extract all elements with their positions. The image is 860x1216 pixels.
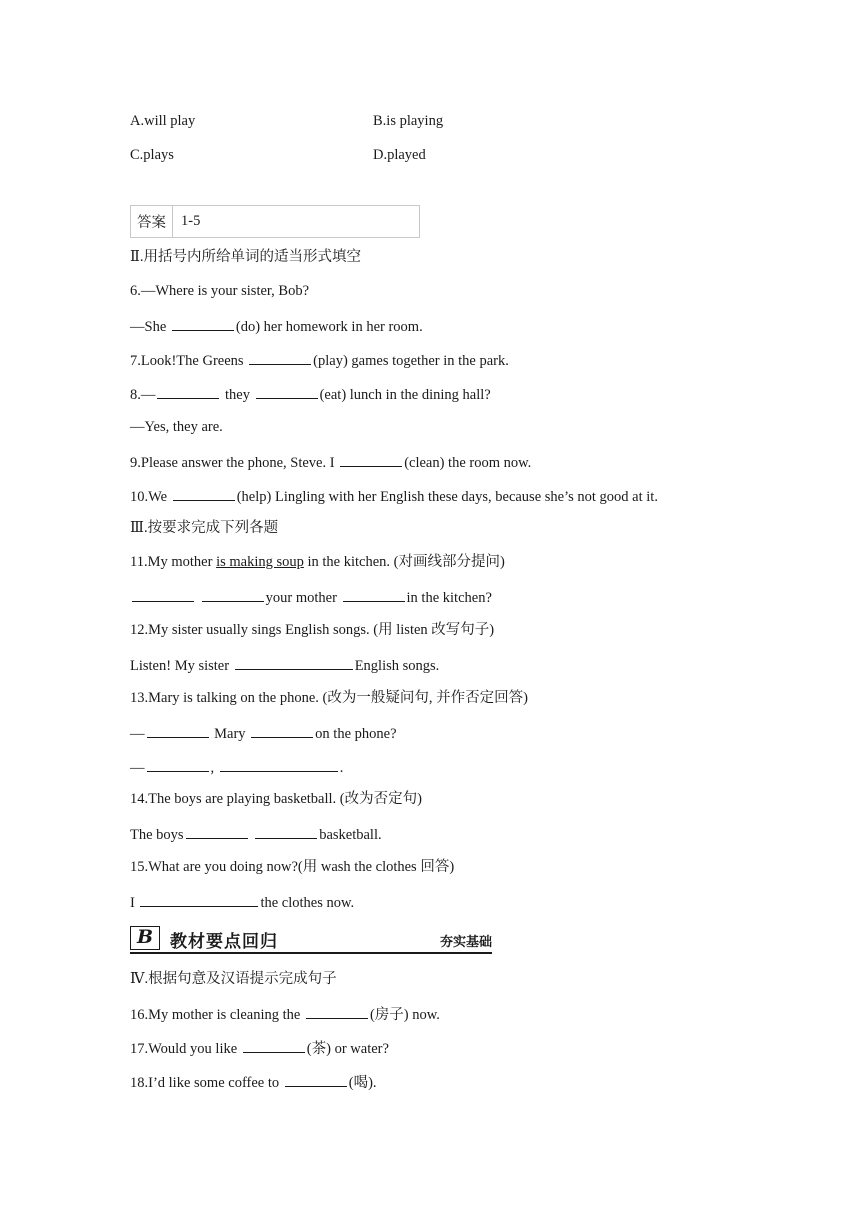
- blank[interactable]: [132, 587, 194, 602]
- question-13: 13.Mary is talking on the phone. (改为一般疑问句, 并作否定回答): [130, 690, 528, 706]
- answer-13-reply: — , .: [130, 757, 343, 777]
- question-12: 12.My sister usually sings English songs. (用 listen 改写句子): [130, 622, 495, 638]
- section-4-heading: Ⅳ.根据句意及汉语提示完成句子: [130, 971, 337, 987]
- blank[interactable]: [140, 892, 258, 907]
- question-17: 17.Would you like (茶) or water?: [130, 1038, 389, 1058]
- blank[interactable]: [172, 316, 234, 331]
- question-9: 9.Please answer the phone, Steve. I (clean) the room now.: [130, 452, 531, 472]
- blank[interactable]: [220, 757, 338, 772]
- answer-box: [130, 205, 420, 238]
- question-8: 8.— they (eat) lunch in the dining hall?: [130, 384, 491, 404]
- question-6: 6.—Where is your sister, Bob?: [130, 283, 310, 299]
- blank[interactable]: [285, 1072, 347, 1087]
- option-b: B.is playing: [373, 113, 444, 129]
- blank[interactable]: [340, 452, 402, 467]
- section-b-badge-icon: B: [130, 926, 160, 950]
- blank[interactable]: [186, 824, 248, 839]
- banner-rule: [130, 952, 492, 954]
- answer-13-question: — Mary on the phone?: [130, 723, 397, 743]
- answer-6: —She (do) her homework in her room.: [130, 316, 423, 336]
- answer-14: The boys basketball.: [130, 824, 382, 844]
- answer-value: 1-5: [181, 213, 201, 229]
- question-10: 10.We (help) Lingling with her English these days, because she’s not good at it.: [130, 486, 658, 506]
- underlined-phrase: is making soup: [216, 554, 304, 570]
- blank[interactable]: [249, 350, 311, 365]
- blank[interactable]: [147, 757, 209, 772]
- section-2-heading: Ⅱ.用括号内所给单词的适当形式填空: [130, 249, 361, 265]
- banner-subtitle: 夯实基础: [439, 935, 492, 950]
- blank[interactable]: [255, 824, 317, 839]
- answer-15: I the clothes now.: [130, 892, 354, 912]
- option-c: C.plays: [130, 147, 174, 163]
- blank[interactable]: [251, 723, 313, 738]
- option-a: A.will play: [130, 113, 196, 129]
- question-16: 16.My mother is cleaning the (房子) now.: [130, 1004, 440, 1024]
- question-11: 11.My mother is making soup in the kitchen. (对画线部分提问): [130, 554, 505, 570]
- blank[interactable]: [173, 486, 235, 501]
- reply-8: —Yes, they are.: [130, 419, 223, 435]
- question-7: 7.Look!The Greens (play) games together in the park.: [130, 350, 509, 370]
- answer-label: 答案: [131, 206, 173, 237]
- blank[interactable]: [343, 587, 405, 602]
- answer-12: Listen! My sister English songs.: [130, 655, 439, 675]
- blank[interactable]: [243, 1038, 305, 1053]
- section-3-heading: Ⅲ.按要求完成下列各题: [130, 520, 279, 536]
- blank[interactable]: [147, 723, 209, 738]
- question-18: 18.I’d like some coffee to (喝).: [130, 1072, 377, 1092]
- banner-title: 教材要点回归: [170, 932, 278, 952]
- question-15: 15.What are you doing now?(用 wash the clothes 回答): [130, 859, 455, 875]
- blank[interactable]: [157, 384, 219, 399]
- answer-11: your mother in the kitchen?: [130, 587, 492, 607]
- blank[interactable]: [306, 1004, 368, 1019]
- blank[interactable]: [202, 587, 264, 602]
- blank[interactable]: [256, 384, 318, 399]
- option-d: D.played: [373, 147, 426, 163]
- question-14: 14.The boys are playing basketball. (改为否定句): [130, 791, 422, 807]
- section-banner: [130, 924, 492, 954]
- blank[interactable]: [235, 655, 353, 670]
